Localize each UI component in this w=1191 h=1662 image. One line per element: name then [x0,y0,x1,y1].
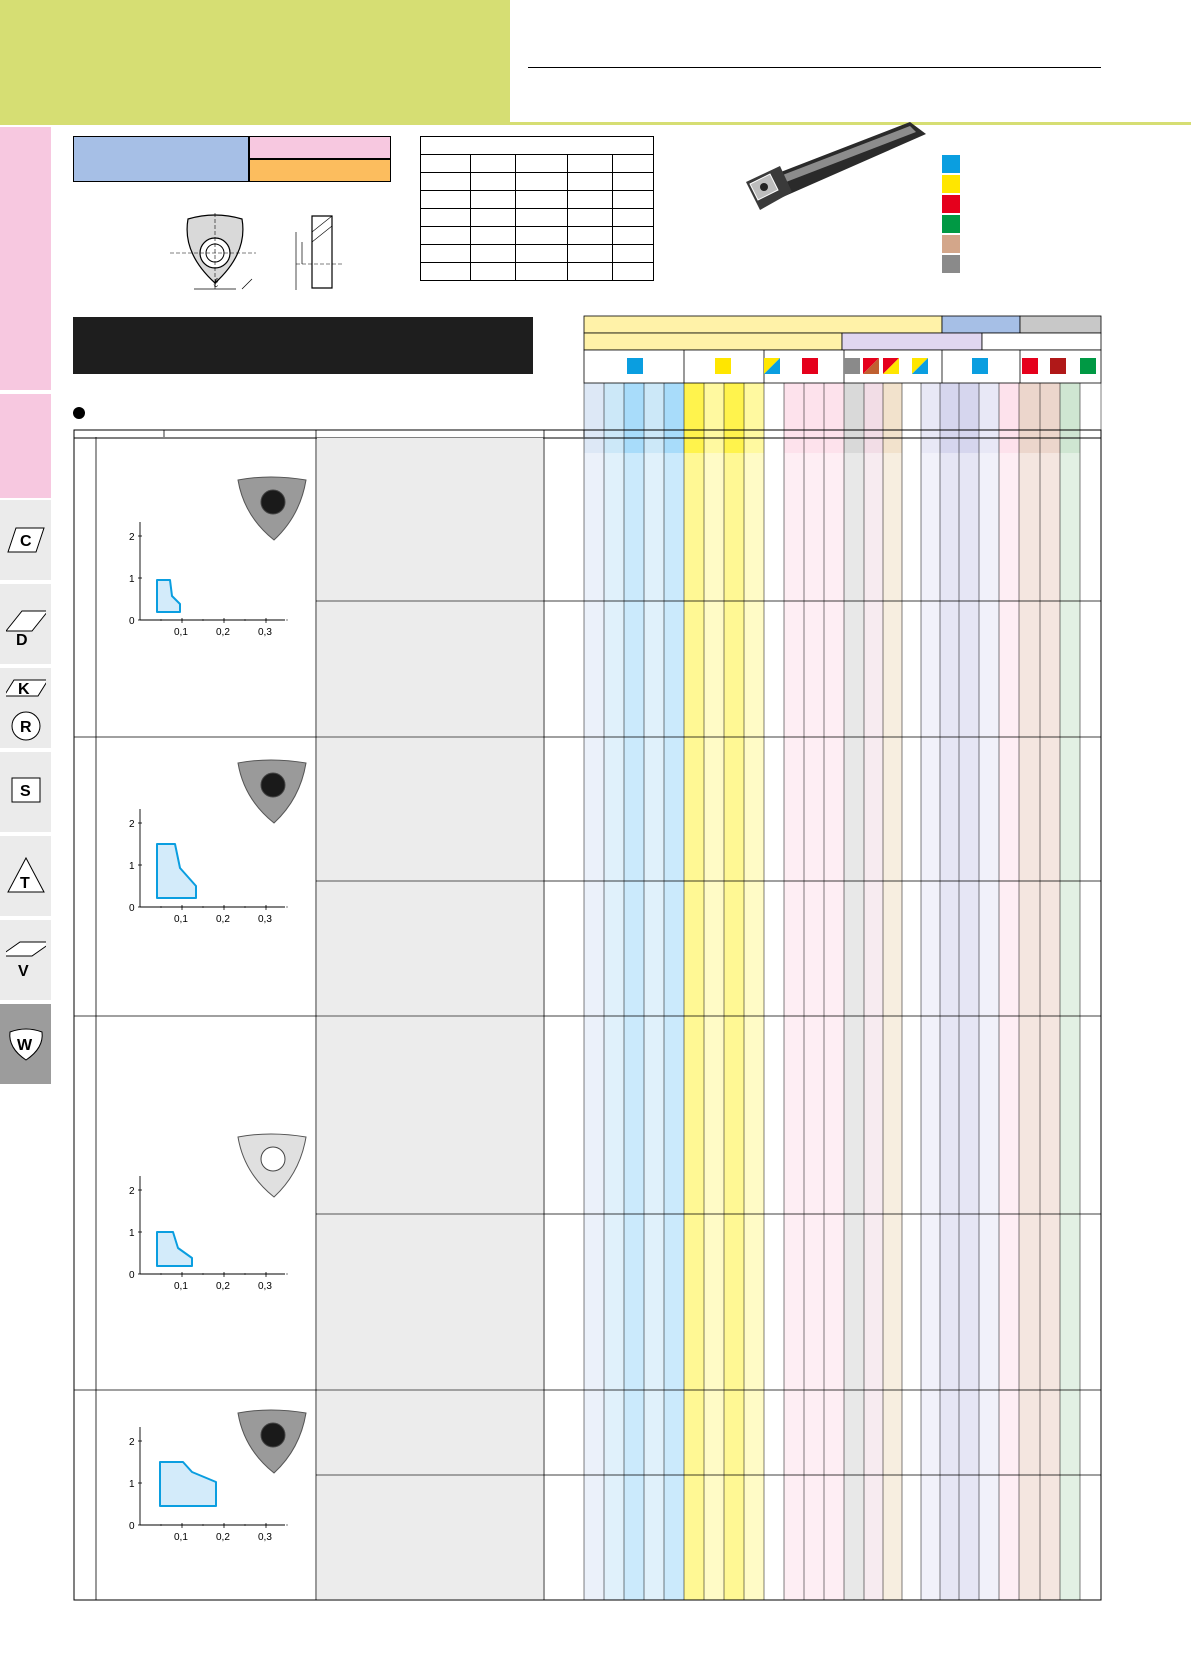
color-swatch [1022,358,1038,374]
color-swatch [802,358,818,374]
y-tick-label: 1 [129,1479,135,1490]
x-tick-label: 0,1 [174,627,188,638]
description-cell [317,438,543,600]
grade-column [604,437,624,1600]
description-cell [317,882,543,1015]
grade-column [940,437,959,1600]
insert-photo [238,477,306,540]
tab-letter: K [18,681,30,698]
tab-letter: W [17,1037,33,1054]
tab-letter: D [16,632,28,649]
x-tick-label: 0,3 [258,1532,272,1543]
color-swatch [627,358,643,374]
subheader-lavender [842,333,982,350]
header-gray [1020,316,1101,333]
grade-column [959,437,979,1600]
x-tick-label: 0,2 [216,1532,230,1543]
x-tick-label: 0,1 [174,914,188,925]
chipbreaker-area [157,1232,192,1266]
grade-column [1080,437,1101,1600]
chipbreaker-area [160,1462,216,1506]
insert-hole [261,490,285,514]
tab-letter: T [20,875,30,892]
grade-column [883,437,902,1600]
color-swatch [1080,358,1096,374]
feed-depth-chart [129,809,287,925]
grade-column [921,437,940,1600]
tab-letter: C [20,533,32,550]
y-tick-label: 0 [129,1270,135,1281]
description-cell [317,1215,543,1389]
color-swatch [1050,358,1066,374]
description-cell [317,738,543,880]
y-tick-label: 0 [129,616,135,627]
grade-column [704,437,724,1600]
grade-column [1060,437,1080,1600]
grade-column [764,437,784,1600]
description-cell [317,1476,543,1599]
grade-column [804,437,824,1600]
x-tick-label: 0,1 [174,1532,188,1543]
grade-column [1040,437,1060,1600]
grade-column [664,437,684,1600]
insert-photo [238,760,306,823]
grade-column [844,437,864,1600]
grade-column [824,437,844,1600]
description-cell [317,602,543,736]
grade-column [624,437,644,1600]
insert-hole [261,773,285,797]
x-tick-label: 0,3 [258,627,272,638]
color-swatch [844,358,860,374]
dimension-label: ℓ [213,276,219,291]
x-tick-label: 0,3 [258,914,272,925]
grade-column [864,437,883,1600]
x-tick-label: 0,1 [174,1281,188,1292]
x-tick-label: 0,3 [258,1281,272,1292]
feed-depth-chart [129,1176,287,1292]
tab-letter: S [20,783,31,800]
grade-column [724,437,744,1600]
y-tick-label: 2 [129,1186,135,1197]
y-tick-label: 0 [129,903,135,914]
grade-column [902,437,921,1600]
tab-letter: V [18,963,29,980]
insert-photo [238,1410,306,1473]
grade-column [1019,437,1040,1600]
header-cream [584,316,942,333]
chipbreaker-area [157,580,180,612]
insert-hole [261,1147,285,1171]
grade-column [584,437,604,1600]
grade-column [979,437,999,1600]
description-cell [317,1017,543,1213]
subheader-white [982,333,1101,350]
grade-column [999,437,1019,1600]
insert-photo [238,1134,306,1197]
y-tick-label: 2 [129,819,135,830]
y-tick-label: 2 [129,532,135,543]
y-tick-label: 2 [129,1437,135,1448]
grade-column [784,437,804,1600]
x-tick-label: 0,2 [216,1281,230,1292]
color-swatch [972,358,988,374]
color-swatch [715,358,731,374]
y-tick-label: 1 [129,861,135,872]
header-blue [942,316,1020,333]
description-cell [317,1391,543,1474]
tab-letter: R [20,719,32,736]
grade-column [744,437,764,1600]
y-tick-label: 0 [129,1521,135,1532]
x-tick-label: 0,2 [216,627,230,638]
y-tick-label: 1 [129,1228,135,1239]
subheader-cream [584,333,842,350]
grade-column [644,437,664,1600]
insert-hole [261,1423,285,1447]
grade-column [684,437,704,1600]
y-tick-label: 1 [129,574,135,585]
x-tick-label: 0,2 [216,914,230,925]
feed-depth-chart [129,522,287,638]
chipbreaker-area [157,844,196,898]
